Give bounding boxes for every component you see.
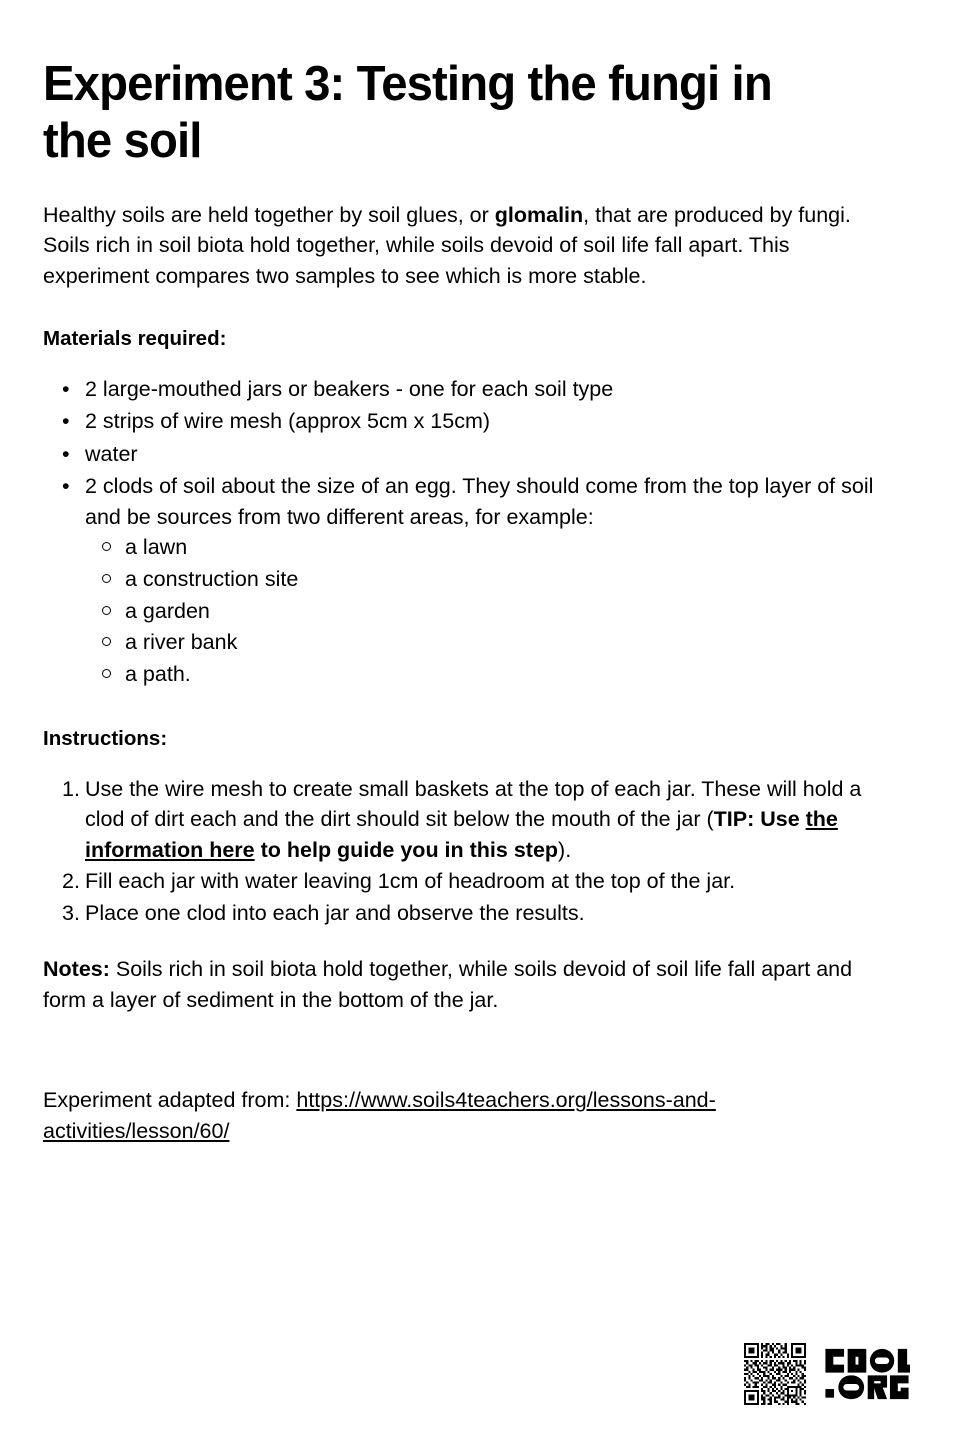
hollow-bullet-icon <box>102 669 111 678</box>
notes-text: Soils rich in soil biota hold together, while soils devoid of soil life fall apart and form a layer of sediment in the bottom of the jar. <box>43 957 853 1012</box>
step-number: 1. <box>62 776 80 801</box>
list-item-label: 2 large-mouthed jars or beakers - one for each soil type <box>85 376 614 401</box>
qr-code-icon <box>744 1343 806 1405</box>
page-title: Experiment 3: Testing the fungi in the soil <box>43 57 772 168</box>
sub-list-item <box>85 627 878 658</box>
information-here-link[interactable]: the information here <box>85 807 838 862</box>
list-item <box>43 439 878 470</box>
cool-org-logo <box>824 1343 910 1405</box>
notes-paragraph <box>43 954 888 1015</box>
step-text: Place one clod into each jar and observe the results. <box>85 900 585 925</box>
bullet-icon: • <box>62 376 70 401</box>
sub-list-item-label: a construction site <box>125 566 299 591</box>
materials-sublist <box>85 532 878 689</box>
list-item-label: water <box>85 441 138 466</box>
materials-heading: Materials required: <box>43 327 227 351</box>
instruction-step-2 <box>43 866 898 897</box>
list-item <box>43 406 878 437</box>
list-item-label: 2 clods of soil about the size of an egg. They should come from the top layer of soil and be sources from two different areas, for example: <box>85 474 874 529</box>
intro-paragraph <box>43 200 886 292</box>
sub-list-item <box>85 564 878 595</box>
list-item <box>43 374 878 405</box>
sub-list-item-label: a path. <box>125 661 191 686</box>
step-text-part2: ). <box>558 837 572 862</box>
sub-list-item <box>85 659 878 690</box>
instructions-list <box>43 774 886 929</box>
source-prefix: Experiment adapted from: <box>43 1088 297 1113</box>
notes-label: Notes: <box>43 957 110 982</box>
bullet-icon: • <box>62 474 70 499</box>
sub-list-item-label: a river bank <box>125 630 238 655</box>
instruction-step-3 <box>43 898 898 929</box>
step-text-part1: Use the wire mesh to create small baskets at the top of each jar. These will hold a clod of dirt each and the dirt should sit below the mouth of the jar ( <box>85 776 862 832</box>
sub-list-item-label: a garden <box>125 598 210 623</box>
document-content <box>43 56 886 1146</box>
instructions-heading: Instructions: <box>43 727 168 751</box>
step-text: Fill each jar with water leaving 1cm of headroom at the top of the jar. <box>85 869 736 894</box>
step-tip-label: TIP: Use <box>713 807 806 832</box>
intro-text-part1: Healthy soils are held together by soil glues, or <box>43 202 495 227</box>
source-url-link[interactable]: https://www.soils4teachers.org/lessons-and-activities/lesson/60/ <box>43 1088 716 1143</box>
step-tip-tail: to help guide you in this step <box>254 837 559 862</box>
hollow-bullet-icon <box>102 542 111 551</box>
instruction-step-1 <box>43 774 898 866</box>
sub-list-item <box>85 532 878 563</box>
bullet-icon: • <box>62 441 70 466</box>
sub-list-item <box>85 596 878 627</box>
list-item <box>43 471 878 689</box>
step-number: 3. <box>62 900 80 925</box>
hollow-bullet-icon <box>102 637 111 646</box>
hollow-bullet-icon <box>102 606 111 615</box>
sub-list-item-label: a lawn <box>125 535 188 560</box>
footer <box>744 1343 910 1405</box>
intro-bold-term: glomalin <box>494 202 584 227</box>
bullet-icon: • <box>62 409 70 434</box>
intro-text-part2: , that are produced by fungi. Soils rich in soil biota hold together, while soils devoid of soil life fall apart. This experiment compares two samples to see which is more stable. <box>43 202 851 288</box>
step-number: 2. <box>62 869 80 894</box>
list-item-label: 2 strips of wire mesh (approx 5cm x 15cm) <box>85 409 491 434</box>
source-attribution <box>43 1085 823 1146</box>
hollow-bullet-icon <box>102 574 111 583</box>
materials-list <box>43 374 886 689</box>
